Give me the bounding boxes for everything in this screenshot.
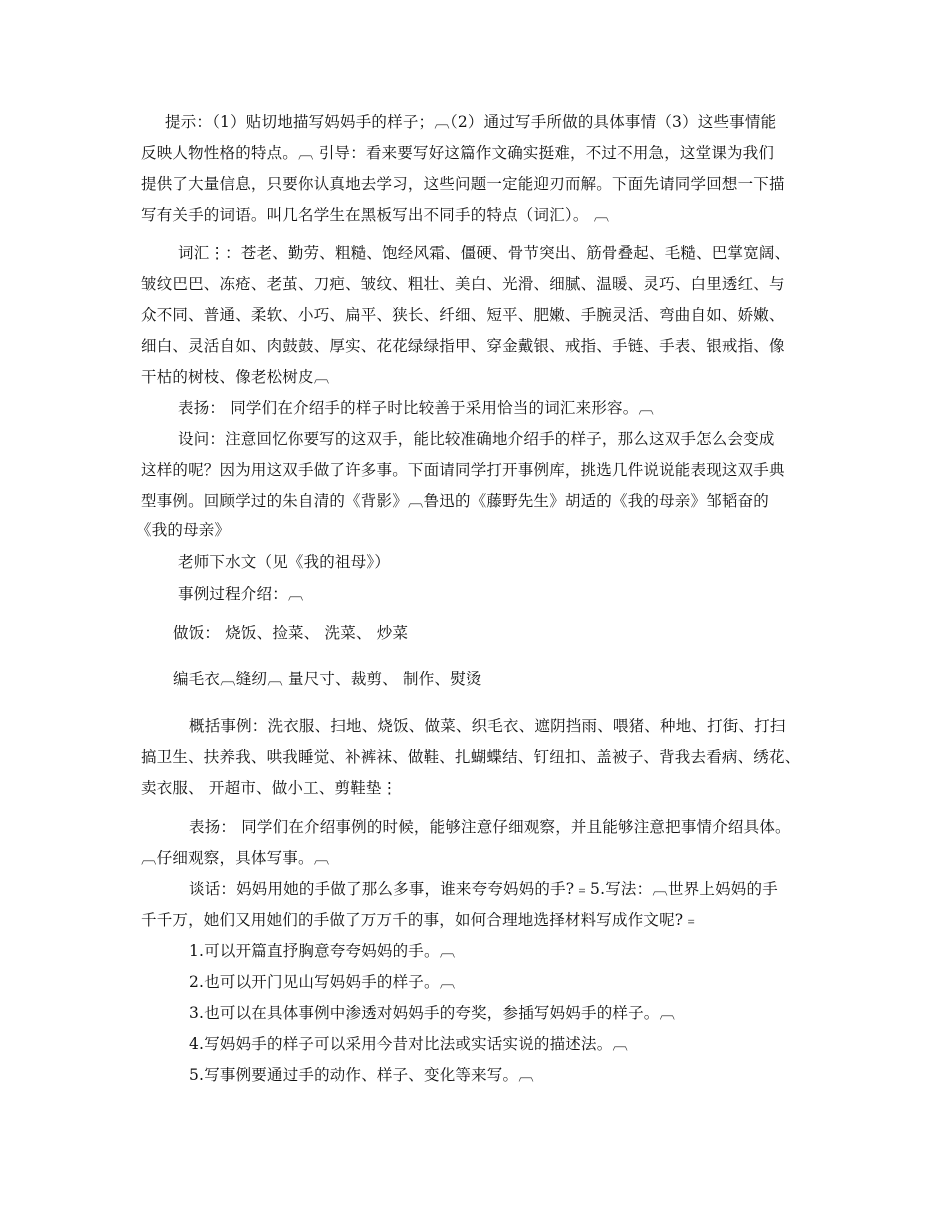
text-line: 词汇⋮：苍老、勤劳、粗糙、饱经风霜、僵硬、骨节突出、筋骨叠起、毛糙、巴掌宽阔、	[178, 244, 791, 262]
text-line: 概括事例：洗衣服、扫地、烧饭、做菜、织毛衣、遮阴挡雨、喂猪、种地、打街、打扫	[189, 717, 786, 735]
text-line: 表扬： 同学们在介绍手的样子时比较善于采用恰当的词汇来形容。︹	[178, 399, 655, 417]
text-line: 编毛衣︹缝纫︹ 量尺寸、裁剪、 制作、熨烫	[173, 670, 482, 688]
text-line: 反映人物性格的特点。︹ 引导：看来要写好这篇作文确实挺难，不过不用急，这堂课为我们	[141, 144, 775, 162]
text-line: 1.可以开篇直抒胸意夸夸妈妈的手。︹	[189, 942, 456, 960]
text-line: 表扬： 同学们在介绍事例的时候，能够注意仔细观察，并且能够注意把事情介绍具体。	[189, 818, 791, 836]
text-line: 卖衣服、 开超市、做小工、剪鞋垫⋮	[141, 779, 398, 797]
text-line: 《我的母亲》	[136, 521, 231, 539]
text-line: 众不同、普通、柔软、小巧、扁平、狭长、纤细、短平、肥嫩、手腕灵活、弯曲自如、娇嫩、	[141, 306, 785, 324]
text-line: 事例过程介绍：︹	[178, 585, 304, 603]
text-line: 细白、灵活自如、肉鼓鼓、厚实、花花绿绿指甲、穿金戴银、戒指、手链、手表、银戒指、像	[141, 337, 785, 355]
text-line: 型事例。回顾学过的朱自清的《背影》︹鲁迅的《藤野先生》胡适的《我的母亲》邹韬奋的	[141, 492, 770, 510]
text-line: 老师下水文（见《我的祖母》）	[178, 553, 391, 571]
text-line: 写有关手的词语。叫几名学生在黑板写出不同手的特点（词汇）。 ︹	[141, 206, 610, 224]
text-line: 提供了大量信息，只要你认真地去学习，这些问题一定能迎刃而解。下面先请同学回想一下描	[141, 175, 785, 193]
text-line: 搞卫生、扶养我、哄我睡觉、补裤袜、做鞋、扎蝴蝶结、钉纽扣、盖被子、背我去看病、绣花、	[141, 748, 801, 766]
text-line: 设问：注意回忆你要写的这双手，能比较准确地介绍手的样子，那么这双手怎么会变成	[178, 430, 775, 448]
text-line: 5.写事例要通过手的动作、样子、变化等来写。︹	[189, 1066, 534, 1084]
text-line: 皱纹巴巴、冻疮、老茧、刀疤、皱纹、粗壮、美白、光滑、细腻、温暖、灵巧、白里透红、与	[141, 275, 785, 293]
text-line: 做饭： 烧饭、捡菜、 洗菜、 炒菜	[173, 624, 409, 642]
text-line: 谈话：妈妈用她的手做了那么多事，谁来夸夸妈妈的手?﹦5.写法：︹世界上妈妈的手	[189, 880, 778, 898]
text-line: 4.写妈妈手的样子可以采用今昔对比法或实话实说的描述法。︹	[189, 1035, 629, 1053]
text-line: ︹仔细观察，具体写事。︹	[141, 849, 330, 867]
text-line: 提示：（1）贴切地描写妈妈手的样子；︹（2）通过写手所做的具体事情（3）这些事情能	[165, 113, 777, 131]
text-line: 干枯的树枝、像老松树皮︹	[141, 368, 330, 386]
text-line: 2.也可以开门见山写妈妈手的样子。︹	[189, 973, 456, 991]
text-line: 千千万，她们又用她们的手做了万万千的事，如何合理地选择材料写成作文呢?﹦	[141, 911, 700, 929]
text-line: 这样的呢？因为用这双手做了许多事。下面请同学打开事例库，挑选几件说说能表现这双手典	[141, 461, 785, 479]
text-line: 3.也可以在具体事例中渗透对妈妈手的夸奖，参插写妈妈手的样子。︹	[189, 1004, 676, 1022]
